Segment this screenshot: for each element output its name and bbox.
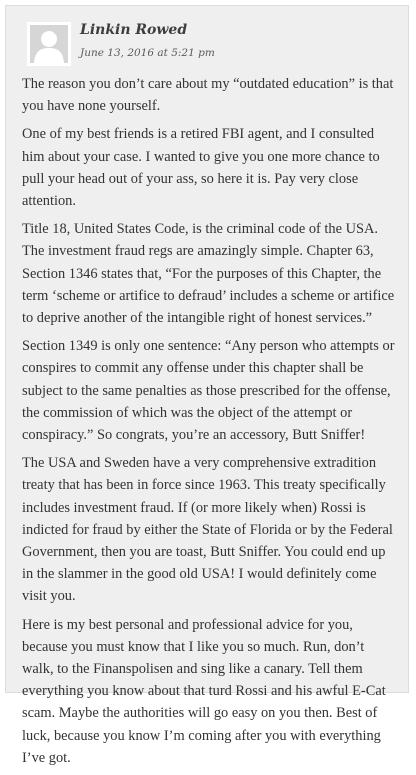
comment-paragraph: Section 1349 is only one sentence: “Any person who attempts or conspires to commit any offense under this chapter shall be subject to the same penalties as those prescribed for the offense, the commission of which was the object of the attempt or conspiracy.” So congrats, you’re an accessory, Butt Sniffer! (22, 338, 395, 444)
comment-paragraph: Here is my best personal and professional advice for you, because you must know that I like you so much. Run, don’t walk, to the Finanspolisen and sing like a canary. Tell them everything you know about that turd Rossi and his awful E-Cat scam. Maybe the authorities will go easy on you then. Best of luck, because you know I’m coming after you with everything I’ve got. (22, 616, 386, 766)
comment (5, 5, 409, 766)
default-avatar-icon (30, 25, 68, 63)
comment-body (22, 73, 398, 775)
avatar (27, 22, 71, 66)
comment-date[interactable]: June 13, 2016 at 5:21 pm (80, 47, 215, 59)
comment-paragraph: Title 18, United States Code, is the criminal code of the USA. The investment fraud regs are amazingly simple. Chapter 63, Section 1346 states that, “For the purposes of this Chapter, the term ‘scheme or artifice to defraud’ includes a scheme or artifice to deprive another of the intangible right of honest services.” (22, 221, 395, 327)
comment-paragraph: The USA and Sweden have a very comprehensive extradition treaty that has been in force since 1963. This treaty specifically includes investment fraud. If (or more likely when) Rossi is indicted for fraud by either the State of Florida or by the Federal Government, then you are toast, Butt Sniffer. You could end up in the slammer in the good old USA! I would definitely come visit you. (22, 455, 393, 605)
comment-header (22, 17, 394, 67)
comment-paragraph: The reason you don’t care about my “outdated education” is that you have none yourself. (22, 76, 394, 115)
author-name[interactable]: Linkin Rowed (80, 22, 188, 38)
comment-paragraph: One of my best friends is a retired FBI agent, and I consulted him about your case. I wanted to give you one more chance to pull your head out of your ass, so here it is. Pay very close attention. (22, 126, 380, 210)
